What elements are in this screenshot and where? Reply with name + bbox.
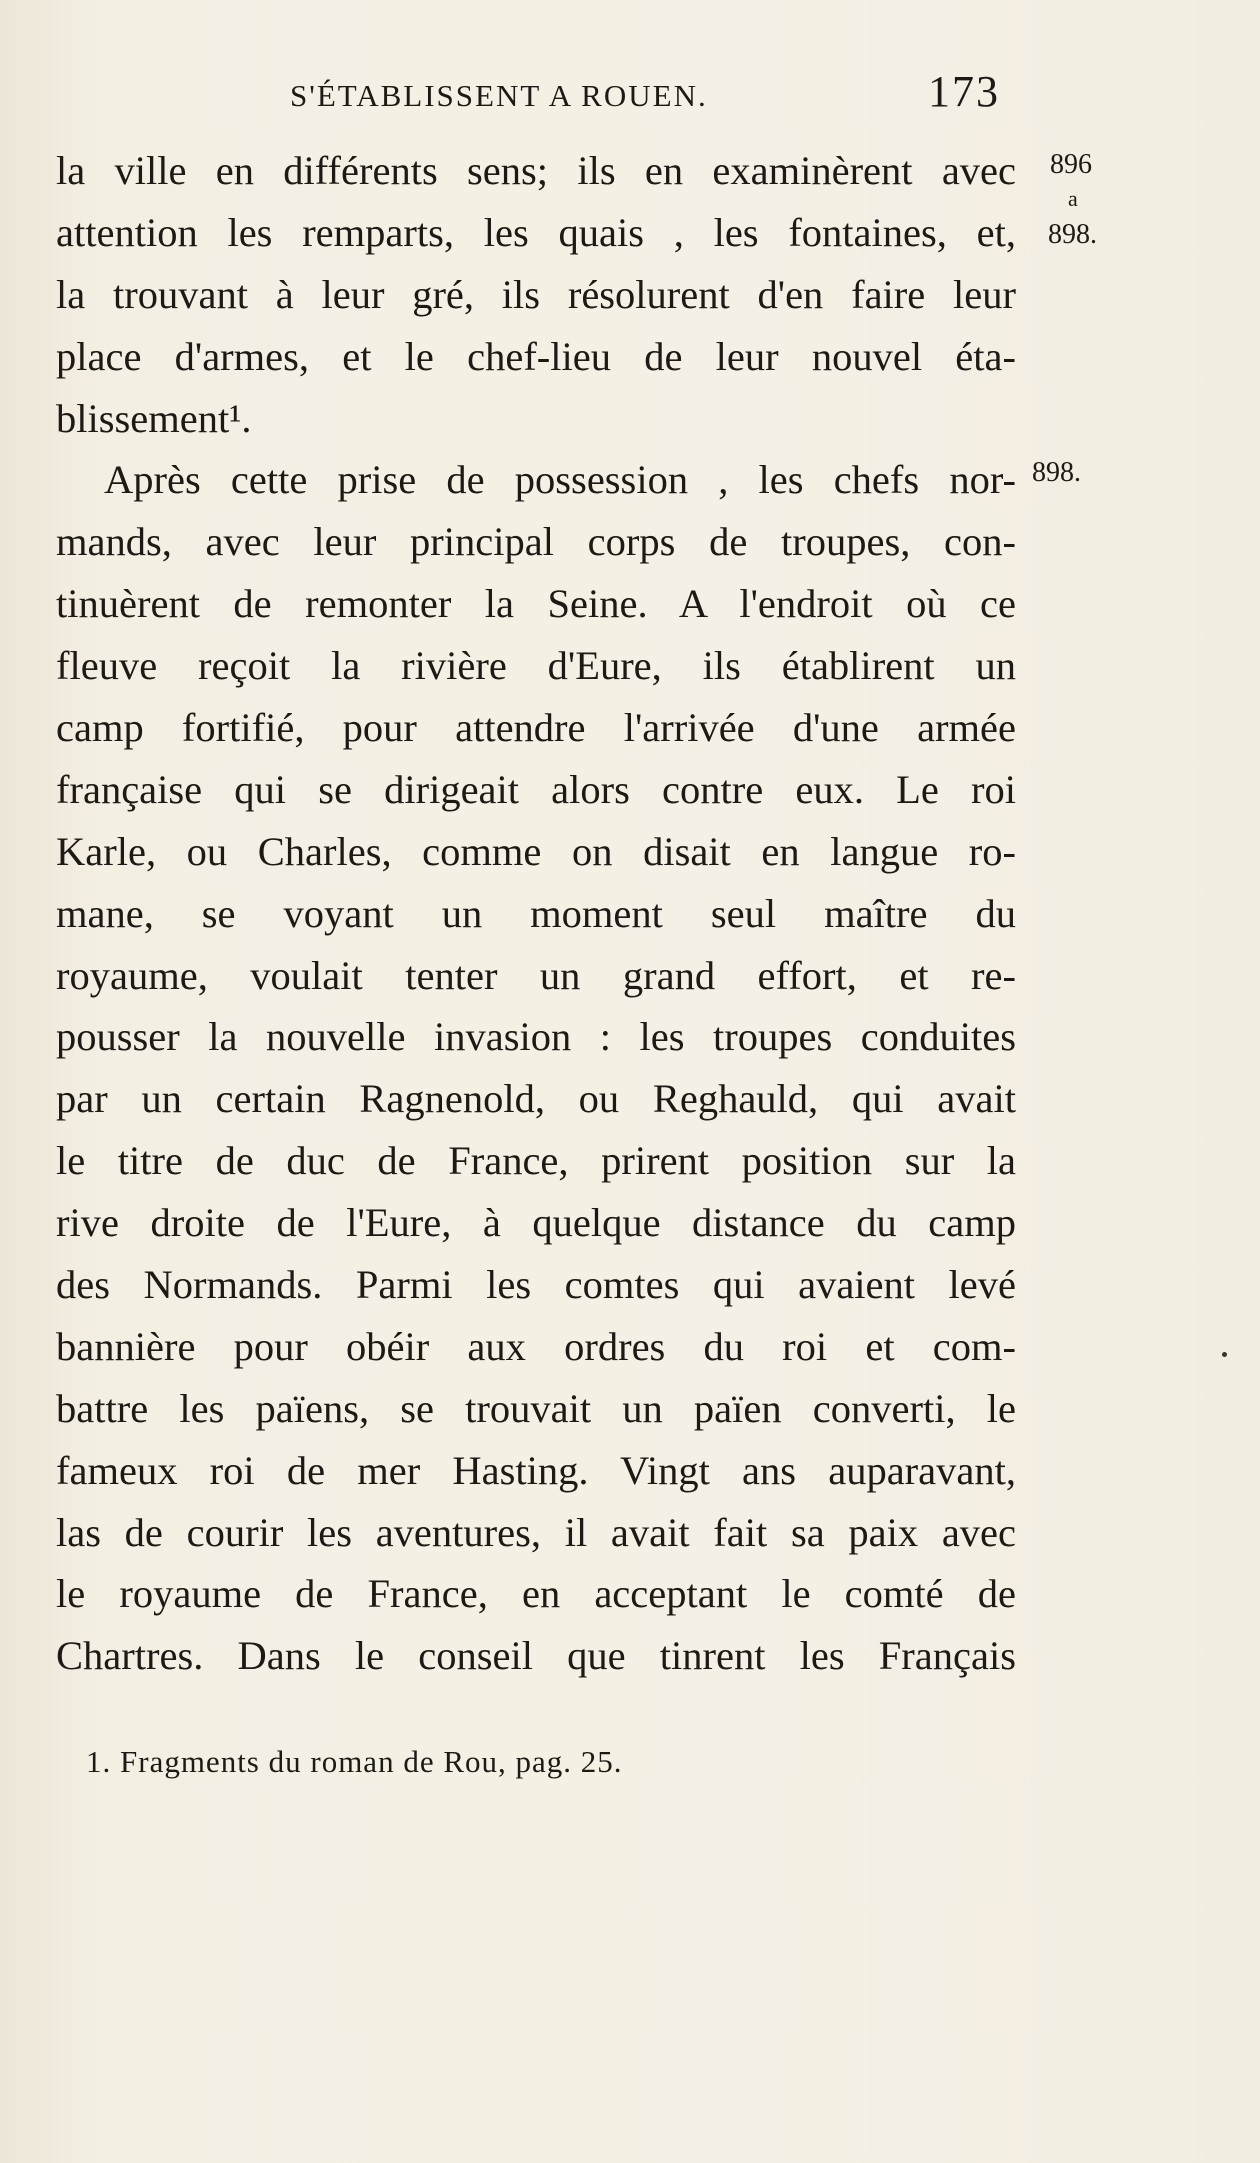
text-line: la trouvant à leur gré, ils résolurent d'en faire leur <box>56 271 1016 317</box>
page-number: 173 <box>928 67 1000 116</box>
margin-date-connector: a <box>1068 186 1078 211</box>
text-line: attention les remparts, les quais , les fontaines, et, <box>56 209 1016 255</box>
text-line: fleuve reçoit la rivière d'Eure, ils établirent un <box>56 643 1016 689</box>
text-line: française qui se dirigeait alors contre eux. Le roi <box>56 766 1016 812</box>
text-line: royaume, voulait tenter un grand effort, et re- <box>56 952 1016 998</box>
paper-speck <box>1222 1352 1227 1357</box>
text-line: tinuèrent de remonter la Seine. A l'endroit où ce <box>56 581 1016 627</box>
text-line: camp fortifié, pour attendre l'arrivée d'une armée <box>56 705 1016 751</box>
margin-date-end: 898. <box>1048 219 1097 250</box>
text-line: la ville en différents sens; ils en examinèrent avec <box>56 148 1016 193</box>
text-line: pousser la nouvelle invasion : les troupes conduites <box>56 1014 1016 1060</box>
text-line: battre les païens, se trouvait un païen converti, le <box>56 1385 1016 1431</box>
text-line: mane, se voyant un moment seul maître du <box>56 890 1016 936</box>
text-line: place d'armes, et le chef-lieu de leur nouvel éta- <box>56 333 1016 379</box>
footnote: 1. Fragments du roman de Rou, pag. 25. <box>86 1744 623 1779</box>
text-line: blissement¹. <box>56 395 252 441</box>
margin-date-start: 896 <box>1050 149 1092 180</box>
text-line: des Normands. Parmi les comtes qui avaient levé <box>56 1262 1016 1308</box>
text-line: bannière pour obéir aux ordres du roi et com- <box>56 1323 1016 1369</box>
text-line: las de courir les aventures, il avait fait sa paix avec <box>56 1509 1016 1555</box>
text-line: mands, avec leur principal corps de troupes, con- <box>56 519 1016 565</box>
margin-date: 898. <box>1032 457 1081 488</box>
running-head: S'ÉTABLISSENT A ROUEN. <box>290 78 708 113</box>
text-line: Karle, ou Charles, comme on disait en langue ro- <box>56 828 1016 874</box>
text-line: le royaume de France, en acceptant le comté de <box>56 1571 1016 1617</box>
text-line: rive droite de l'Eure, à quelque distance du camp <box>56 1200 1016 1246</box>
body-text <box>56 140 1016 1687</box>
text-line: Après cette prise de possession , les chefs nor- <box>104 457 1016 503</box>
text-line: Chartres. Dans le conseil que tinrent les Français <box>56 1633 1016 1679</box>
text-line: fameux roi de mer Hasting. Vingt ans auparavant, <box>56 1447 1016 1493</box>
text-line: le titre de duc de France, prirent position sur la <box>56 1138 1016 1184</box>
text-line: par un certain Ragnenold, ou Reghauld, qui avait <box>56 1076 1016 1122</box>
